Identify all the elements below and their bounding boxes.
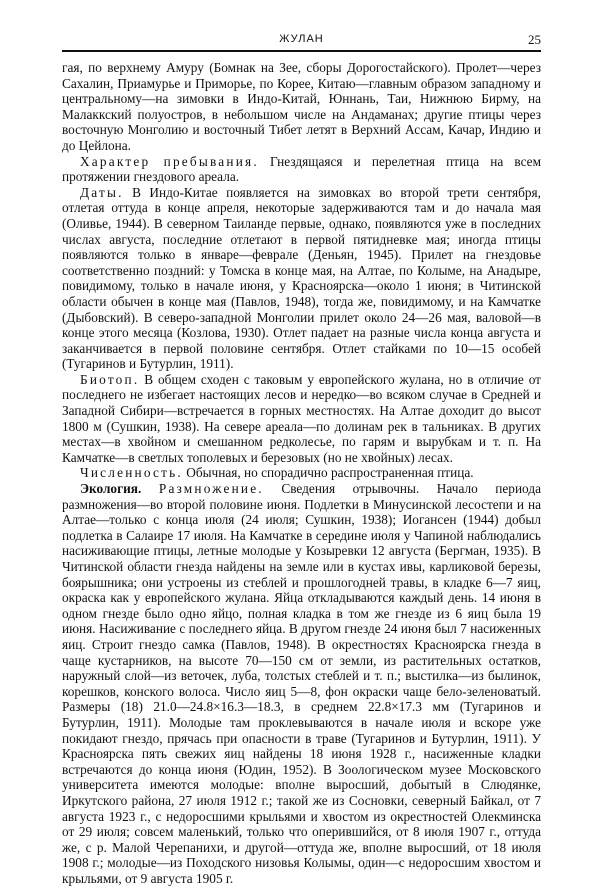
section-heading: Даты. xyxy=(80,184,124,200)
section-heading: Биотоп. xyxy=(80,371,140,387)
body-text xyxy=(62,60,541,886)
paragraph-text: Сведения отрывочны. Начало периода размножения—во второй половине июня. Подлетки в Минусинской лесостепи и на Алтае—только с конца июля (24 июля; Сушкин, 1938); Иогансен (1944) добыл подлетка в Салаире 17 июля. На Камчатке в середине июля у Чапиной наблюдались насиживающие птицы, летные молодые у Козыревки 12 августа (Бергман, 1935). В Читинской области гнезда найдены на земле или в кустах ивы, карликовой березы, боярышника; они устроены из стеблей и прошлогодней травы, в кладке 6—7 яиц, окраска как у европейского жулана. Яйца откладываются каждый день. 14 июня в одном гнезде было одно яйцо, полная кладка в том же гнезде из 6 яиц была 19 июня. Насиживание с последнего яйца. В другом гнезде 24 июня был 7 насиженных яиц. Строит гнездо самка (Павлов, 1948). В окрестностях Красноярска гнезда в чаще кустарников, на высоте 70—150 см от земли, из растительных остатков, наружный слой—из веточек, луба, толстых стеблей и т. п.; выстилка—из былинок, корешков, конского волоса. Число яиц 5—8, фон окраски чаще бело-зеленоватый. Размеры (18) 21.0—24.8×16.3—18.3, в среднем 22.8×17.3 мм (Тугаринов и Бутурлин, 1911). Молодые там проклевываются в начале июля и вскоре уже покидают гнездо, прячась при опасности в траве (Тугаринов и Бутурлин, 1911). У Красноярска пять свежих яиц найдены 18 июня 1928 г., насиженные кладки встречаются до конца июня (Юдин, 1952). В Зоологическом музее Московского университета имеются молодые: вполне выросший, добытый в Слюдянке, Иркутского района, 27 июля 1912 г.; такой же из Сосновки, северный Байкал, от 7 августа 1923 г., с недоросшими крыльями и хвостом из окрестностей Олекминска от 29 июля; совсем маленький, только что оперившийся, от 8 июля 1907 г., оттуда же, с р. Малой Черепанихи, и другой—оттуда же, вполне выросший, от 18 июля 1908 г.; молодые—из Походского низовья Колымы, один—с недоросшим хвостом и крыльями, от 9 августа 1905 г. xyxy=(62,481,541,886)
paragraph-text: Гнездящаяся и перелетная птица на всем протяжении гнездового ареала. xyxy=(62,153,541,185)
section-heading-bold: Экология. xyxy=(80,481,142,497)
running-title: ЖУЛАН xyxy=(279,33,324,45)
paragraph-character xyxy=(62,154,541,185)
section-heading: Численность. xyxy=(80,465,183,481)
paragraph-ecology xyxy=(62,481,541,886)
paragraph-text: В Индо-Китае появляется на зимовках во второй трети сентября, отлетая оттуда в конце апреля, некоторые задерживаются там и до начала мая (Оливье, 1944). В северном Таиланде первые, однако, появляются уже в последних числах августа, последние отлетают в первой пятидневке мая; иногда птицы появляются только в январе—феврале (Деньян, 1945). Прилет на гнездовье соответственно поздний: у Томска в конце мая, на Алтае, по Колыме, на Анадыре, повидимому, только в начале июня, у Красноярска—около 1 июня; в Читинской области обычен в конце мая (Павлов, 1948), тогда же, повидимому, и на Камчатке (Дыбовский). В северо-западной Монголии прилет около 24—26 мая, валовой—в конце этого месяца (Козлова, 1930). Отлет падает на разные числа конца августа и заканчивается в первой половине сентября. Отлет стайками по 10—15 особей (Тугаринов и Бутурлин, 1911). xyxy=(62,184,541,372)
page-header xyxy=(62,32,541,52)
paragraph-biotope xyxy=(62,372,541,466)
paragraph-text: В общем сходен с таковым у европейского жулана, но в отличие от последнего не избегает настоящих лесов и нередко—во всяком случае в Средней и Западной Сибири—встречается в горных местностях. На Алтае доходит до высот 1800 м (Сушкин, 1938). На севере ареала—по долинам рек в тальниках. В других местах—в хвойном и смешанном редколесье, по гарям и вырубкам и т. п. На Камчатке—в светлых тополевых и березовых (но не хвойных) лесах. xyxy=(62,371,541,465)
paragraph-dates xyxy=(62,185,541,372)
paragraph-text: гая, по верхнему Амуру (Бомнак на Зее, сборы Дорогостайского). Пролет—через Сахалин, Приамурье и Приморье, по Корее, Китаю—главным образом западному и центральному—на зимовки в Индо-Китай, Юннань, Таи, Нижнюю Бирму, на Малаккский полуостров, в небольшом числе на Андаманах; другие птицы через восточную Монголию и восточный Тибет летят в Верхний Ассам, Качар, Индию и до Цейлона. xyxy=(62,60,541,153)
paragraph-abundance xyxy=(62,465,541,481)
section-heading: Характер пребывания. xyxy=(80,153,259,169)
page-number: 25 xyxy=(528,32,541,47)
section-heading: Размножение. xyxy=(158,481,264,497)
paragraph-text: Обычная, но спорадично распространенная птица. xyxy=(182,465,474,481)
paragraph-migration xyxy=(62,60,541,154)
